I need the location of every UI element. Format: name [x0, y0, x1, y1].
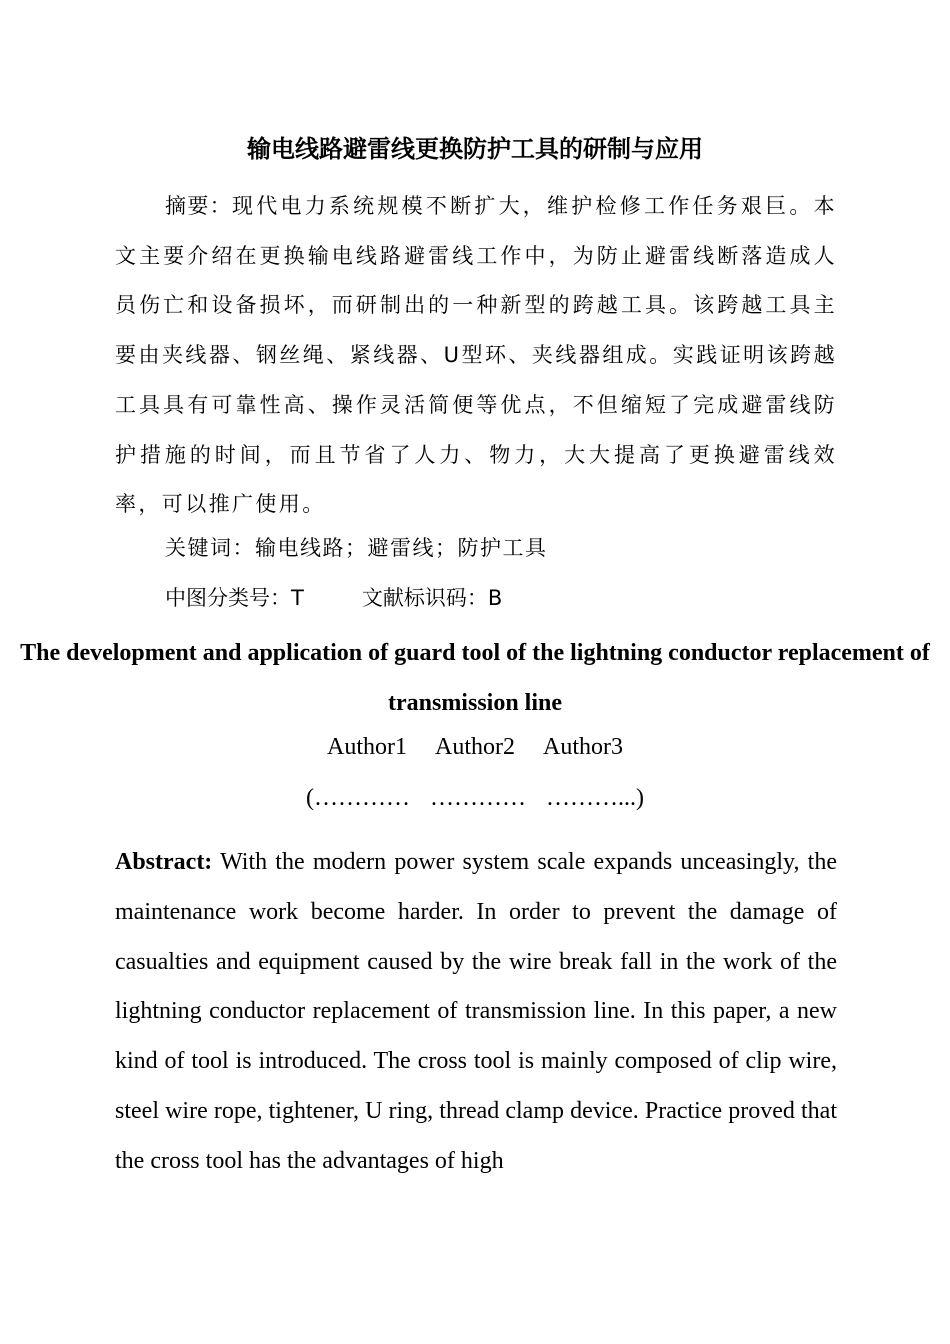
clc-value: T [291, 586, 304, 610]
chinese-abstract [115, 182, 837, 530]
author-list [0, 729, 950, 765]
chinese-abstract-label: 摘要： [165, 194, 232, 218]
doc-code-label: 文献标识码： [361, 586, 488, 610]
chinese-keywords [165, 530, 548, 566]
chinese-abstract-text: 现代电力系统规模不断扩大，维护检修工作任务艰巨。本文主要介绍在更换输电线路避雷线工作中，为防止避雷线断落造成人员伤亡和设备损坏，而研制出的一种新型的跨越工具。该跨越工具主要由夹线器、钢丝绳、紧线器、U型环、夹线器组成。实践证明该跨越工具具有可靠性高、操作灵活简便等优点，不但缩短了完成避雷线防护措施的时间，而且节省了人力、物力，大大提高了更换避雷线效率，可以推广使用。 [115, 194, 837, 517]
clc-label: 中图分类号： [165, 586, 291, 610]
author-1: Author1 [327, 734, 407, 760]
english-abstract-text: With the modern power system scale expands unceasingly, the maintenance work become harder. In order to prevent the damage of casualties and equipment caused by the wire break fall in the work of the lightning conductor replacement of transmission line. In this paper, a new kind of tool is introduced. The cross tool is mainly composed of clip wire, steel wire rope, tightener, U ring, thread clamp device. Practice proved that the cross tool has the advantages of high [115, 849, 837, 1174]
affiliation-1: (………… [306, 785, 410, 811]
english-abstract [115, 838, 837, 1187]
english-abstract-label: Abstract: [115, 849, 213, 875]
english-title: The development and application of guard tool of the lightning conductor replacement of transmission line [20, 640, 930, 716]
author-3: Author3 [543, 734, 623, 760]
affiliation-list [0, 780, 950, 816]
keywords-label: 关键词： [165, 536, 255, 560]
classification-line [165, 580, 502, 616]
keywords-text: 输电线路；避雷线；防护工具 [255, 536, 548, 560]
author-2: Author2 [435, 734, 515, 760]
affiliation-3: ………...) [546, 785, 644, 811]
affiliation-2: ………… [430, 785, 526, 811]
chinese-title: 输电线路避雷线更换防护工具的研制与应用 [247, 135, 703, 163]
doc-code-value: B [487, 586, 503, 610]
